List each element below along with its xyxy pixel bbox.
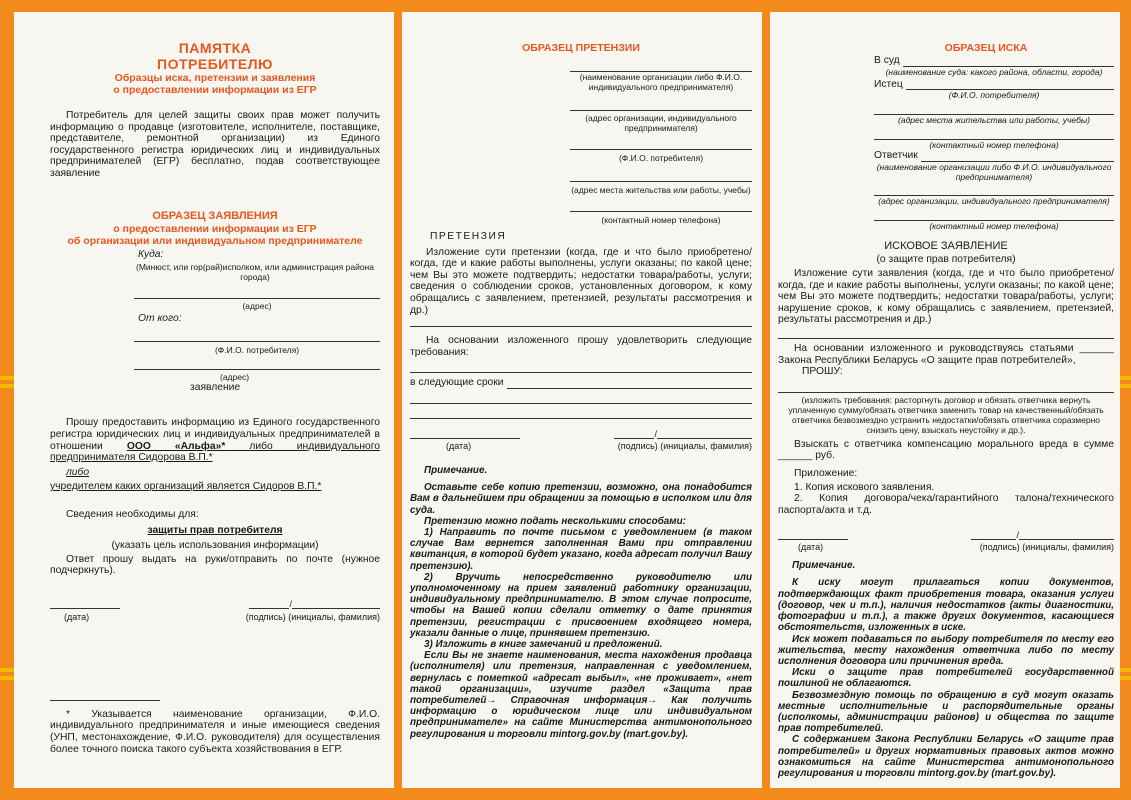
claim-note-1: Оставьте себе копию претензии, возможно, она понадобится Вам в дальнейшем при обращении за помощью в исполком или для суда. [410,482,752,516]
lawsuit-doc-word: ИСКОВОЕ ЗАЯВЛЕНИЕ [884,239,1008,252]
claim-body-1: Изложение сути претензии (когда, где и что было приобретено/когда, где и какие работы выполнены, услуги оказаны; по какой цене; чем Вы это можете подтвердить; недостатки товара/работы, услуги; сведения о соблюдении сроков, установленных договором, к кому обращались с заявлением, претензией, результаты рассмотрения и др.) [410,246,752,316]
address-hint: (адрес) [242,301,272,312]
claim-line-3 [410,393,752,404]
footnote: * Указывается наименование организации, Ф.И.О. индивидуального предпринимателя и иные имеющиеся сведения (УНП, местонахождение, Ф.И.О. руководителя) для осуществления более точного поиска такого субъекта хозяйствования в ЕГР. [50,708,380,755]
plaintiff-row [874,79,1114,91]
defendant-row [874,150,1114,162]
org-line [570,61,752,72]
lawsuit-doc-sub: (о защите прав потребителя) [876,254,1016,266]
claim-doc-word: ПРЕТЕНЗИЯ [430,231,507,242]
panel-lawsuit [770,12,1120,788]
defendant-hint: (наименование организации либо Ф.И.О. индивидуального предпринимателя) [876,161,1112,182]
fio-line [134,331,380,342]
claim-note-4: 2) Вручить непосредственно руководителю или уполномоченному на прием заявлений работнику организации, индивидуальному предпринимателю. В этом случае попросите, чтобы на Вашей копии сделали отметку о дате принятия претензии, регистрации с присвоением входящего номера, указали данные о лице, принявшем претензию. [410,571,752,639]
attach-title: Приложение: [794,467,858,479]
form-title-line2: о предоставлении информации из ЕГР [113,222,317,235]
to-hint: (Минюст, или гор(рай)исполком, или администрация района города) [136,262,374,283]
address-line-2 [134,359,380,370]
claim-line-4 [410,408,752,419]
date-hint: (дата) [64,611,90,622]
claim-sign-hint: (подпись) (инициалы, фамилия) [617,440,752,451]
delivery-text: Ответ прошу выдать на руки/отправить по почте (нужное подчеркнуть). [50,553,380,577]
leaflet-title-line2: ПОТРЕБИТЕЛЮ [157,56,273,72]
court-row [874,55,1114,67]
claim-line-1 [410,316,752,327]
claim-notes [410,465,752,740]
intro-text: Потребитель для целей защиты своих прав может получить информацию о продавце (изготовителе, исполнителе, поставщике, представителе, ремонтной организации) из Единого государственного регистра юридических лиц и индивидуальных предпринимателей (ЕГР) бесплатно, подав соответствующее заявление [50,110,380,179]
terms-label: в следующие сроки [410,377,504,389]
plaintiff-fio-hint: (Ф.И.О. потребителя) [948,90,1040,101]
fio-line [570,139,752,150]
lawsuit-note-4: Безвозмездную помощь по обращению в суд могут оказать местные исполнительные и распорядительные органы (исполкомы, администрации районов) и общества по защите прав потребителей. [778,689,1114,735]
purpose-label: Сведения необходимы для: [66,508,199,520]
leaflet-subtitle-line2: о предоставлении информации из ЕГР [113,84,317,96]
lawsuit-ask-hint: (изложить требования: расторгнуть договор и обязать ответчика вернуть уплаченную сумму/обязать ответчика заменить товар на качественный/обязать ответчика безвозмездно устранить недостатки/обязать ответчика соразмерно снизить цену, взыскать неустойку и др.). [788,394,1104,435]
form-title-line1: ОБРАЗЕЦ ЗАЯВЛЕНИЯ [152,209,278,222]
panel-claim [402,12,762,788]
claim-line-2 [410,362,752,373]
lawsuit-note-2: Иск может подаваться по выбору потребителя по месту его жительства, месту нахождения ответчика либо по месту исполнения договора или причинения вреда. [778,633,1114,667]
lawsuit-line-1 [778,328,1114,339]
defendant-phone-hint: (контактный номер телефона) [929,220,1059,231]
leaflet-subtitle-line1: Образцы иска, претензии и заявления [114,72,316,84]
lawsuit-title: ОБРАЗЕЦ ИСКА [944,42,1028,54]
address-line [134,288,380,299]
leaflet-title-line1: ПАМЯТКА [178,40,252,56]
org-hint: (наименование организации либо Ф.И.О. индивидуального предпринимателя) [579,72,743,92]
fio-hint: (Ф.И.О. потребителя) [214,344,300,355]
signature-hints [50,612,380,622]
lawsuit-ask: ПРОШУ: [802,366,843,378]
lawsuit-signature-hints [778,542,1114,552]
claim-note-title: Примечание. [424,464,488,476]
claim-note-3: 1) Направить по почте письмом с уведомлением (в таком случае Вам вернется заполненная Вами при отправлении квитанция, в которой будет указано, когда адресат получил Вашу претензию). [410,526,752,572]
footnote-rule [50,700,160,701]
lawsuit-note-5: С содержанием Закона Республики Беларусь «О защите прав потребителей» и других нормативных правовых актов можно ознакомиться на сайте Министерства антимонопольного регулирования и торговли mintorg.gov.by (mart.gov.by). [778,734,1114,779]
founder-text: учредителем каких организаций является Сидоров В.П.* [50,481,322,493]
request-text: Прошу предоставить информацию из Единого государственного регистра юридических лиц и индивидуальных предпринимателей в отношении ООО «Альфа»* либо индивидуального предпринимателя Сидорова В.П.* [50,417,380,464]
purpose-value: защиты прав потребителя [147,524,283,536]
claim-note-2: Претензию можно подать несколькими способами: [424,515,686,527]
plaintiff-phone-hint: (контактный номер телефона) [929,140,1059,151]
lawsuit-signature-lines: / [778,530,1114,540]
lawsuit-note-title: Примечание. [792,560,856,572]
lawsuit-notes [778,560,1114,779]
lawsuit-body-2: На основании изложенного и руководствуясь статьями ______ Закона Республики Беларусь «О защите прав потребителей», [778,342,1114,366]
claim-note-6: Если Вы не знаете наименования, места нахождения продавца (исполнителя) или претензия, направленная с уведомлением, вернулась с пометкой «адресат выбыл», «не проживает», «нет такой организации», изучите раздел «Защита прав потребителей→ Справочная информация→ Как получить информацию о юридическом лице или индивидуальном предпринимателе» на сайте Министерства антимонопольного регулирования и торговли mintorg.gov.by (mart.gov.by). [410,650,752,740]
request-org: ООО «Альфа»* [126,440,226,452]
plaintiff-phone-line [874,129,1114,140]
to-label: Куда: [138,248,164,260]
lawsuit-sign-hint: (подпись) (инициалы, фамилия) [979,542,1114,553]
sign-hint: (подпись) (инициалы, фамилия) [245,611,380,622]
claim-title: ОБРАЗЕЦ ПРЕТЕНЗИИ [522,42,640,54]
defendant-addr-hint: (адрес организации, индивидуального предпринимателя) [878,195,1110,206]
phone-line [570,201,752,212]
org-addr-hint: (адрес организации, индивидуального предпринимателя) [585,113,737,133]
panel-egr-request [14,12,394,788]
or-word: либо [66,466,90,478]
lawsuit-body-1: Изложение сути заявления (когда, где и что было приобретено/когда, где и какие работы выполнены, услуги оказаны; по какой цене; чем Вы это можете подтвердить; недостатки товара/работы, услуги; нарушение сроков, к кому обращались с заявлением, претензией, результаты рассмотрения и др.) [778,267,1114,326]
claim-date-hint: (дата) [446,440,472,451]
attach-2: 2. Копия договора/чека/гарантийного талона/технического паспорта/акта и т.д. [778,493,1114,516]
lawsuit-note-3: Иски о защите прав потребителей государственной пошлиной не облагаются. [778,667,1114,690]
form-title-line3: об организации или индивидуальном предпринимателе [67,234,363,247]
address-hint-2: (адрес) [220,371,250,382]
claim-note-5: 3) Изложить в книге замечаний и предложений. [424,638,663,650]
lawsuit-date-hint: (дата) [798,542,824,553]
signature-lines: / [50,599,380,609]
claim-signature-hints [410,441,752,451]
plaintiff-addr-line [874,104,1114,115]
defendant-phone-line [874,210,1114,221]
doc-word-zayavlenie: заявление [190,381,241,393]
plaintiff-addr-hint: (адрес места жительства или работы, учебы) [898,115,1090,126]
claim-signature-lines: / [410,429,752,439]
terms-row [410,377,752,389]
lawsuit-ask-line [778,382,1114,393]
attach-1: 1. Копия искового заявления. [794,481,935,493]
org-addr-line [570,100,752,111]
defendant-label: Ответчик [874,150,918,162]
addr-hint: (адрес места жительства или работы, учебы) [571,185,751,195]
addr-line [570,171,752,182]
court-label: В суд [874,55,900,66]
purpose-hint: (указать цель использования информации) [111,540,319,552]
lawsuit-moral: Взыскать с ответчика компенсацию морального вреда в сумме ______ руб. [778,438,1114,462]
court-hint: (наименование суда: какого района, области, города) [885,66,1103,77]
phone-hint: (контактный номер телефона) [601,215,721,225]
fio-hint: (Ф.И.О. потребителя) [618,153,704,163]
claim-body-2: На основании изложенного прошу удовлетворить следующие требования: [410,335,752,358]
from-label: От кого: [138,313,182,325]
plaintiff-label: Истец [874,78,903,90]
lawsuit-note-1: К иску могут прилагаться копии документов, подтверждающих факт приобретения товара, оказания услуги (договор, чек и т.п.), наличия недостатков (акты диагностики, фотографии и т.п.), а также других документов, касающиеся обстоятельств, изложенных в иске. [778,577,1114,634]
defendant-addr-line [874,185,1114,196]
